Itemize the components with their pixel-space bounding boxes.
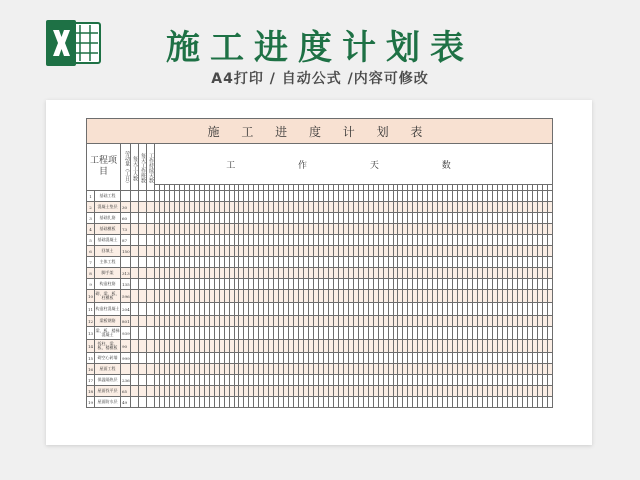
table-row — [87, 268, 553, 279]
day-cell[interactable] — [547, 290, 552, 303]
day-cell[interactable] — [547, 257, 552, 268]
table-row — [87, 340, 553, 353]
row-number[interactable]: 13 — [87, 327, 95, 340]
project-name-cell[interactable]: 构造柱筋 — [95, 279, 121, 290]
plan-cell[interactable] — [131, 375, 139, 386]
plan-cell[interactable] — [147, 191, 155, 202]
day-cell[interactable] — [547, 327, 552, 340]
row-number[interactable]: 1 — [87, 191, 95, 202]
row-number[interactable]: 7 — [87, 257, 95, 268]
header-shifts[interactable]: 每天工作班数 — [139, 144, 147, 191]
row-number[interactable]: 8 — [87, 268, 95, 279]
row-number[interactable]: 12 — [87, 316, 95, 327]
labor-qty-cell[interactable] — [121, 364, 131, 375]
plan-cell[interactable] — [131, 327, 139, 340]
day-cell[interactable] — [547, 224, 552, 235]
project-name-cell[interactable]: 梁板钢筋 — [95, 316, 121, 327]
plan-cell[interactable] — [131, 257, 139, 268]
table-row — [87, 353, 553, 364]
day-cell[interactable] — [547, 375, 552, 386]
plan-cell[interactable] — [147, 303, 155, 316]
day-cell[interactable] — [547, 364, 552, 375]
day-cell[interactable] — [547, 191, 552, 202]
plan-cell[interactable] — [147, 340, 155, 353]
table-row — [87, 364, 553, 375]
project-name-cell[interactable]: 回填土 — [95, 246, 121, 257]
project-name-cell[interactable]: 基础模板 — [95, 224, 121, 235]
table-row — [87, 397, 553, 408]
schedule-table — [86, 118, 553, 408]
day-cell[interactable] — [547, 353, 552, 364]
plan-cell[interactable] — [131, 386, 139, 397]
plan-cell[interactable] — [139, 202, 147, 213]
plan-cell[interactable] — [147, 257, 155, 268]
plan-cell[interactable] — [131, 397, 139, 408]
plan-cell[interactable] — [131, 316, 139, 327]
plan-cell[interactable] — [147, 364, 155, 375]
day-cell[interactable] — [547, 397, 552, 408]
table-row — [87, 202, 553, 213]
plan-cell[interactable] — [147, 397, 155, 408]
plan-cell[interactable] — [147, 290, 155, 303]
table-row — [87, 316, 553, 327]
labor-qty-cell[interactable]: 135 — [121, 279, 131, 290]
plan-cell[interactable] — [147, 224, 155, 235]
labor-qty-cell[interactable]: 801 — [121, 316, 131, 327]
plan-cell[interactable] — [147, 327, 155, 340]
header-labor-qty[interactable]: 劳动量（工日） — [121, 144, 131, 191]
header-workdays[interactable]: 工 作 天 数 — [155, 144, 553, 185]
table-row — [87, 213, 553, 224]
plan-cell[interactable] — [139, 327, 147, 340]
row-number[interactable]: 3 — [87, 213, 95, 224]
table-row — [87, 290, 553, 303]
row-number[interactable]: 14 — [87, 340, 95, 353]
project-name-cell[interactable]: 脚手架 — [95, 268, 121, 279]
project-name-cell[interactable]: 基础扎筋 — [95, 213, 121, 224]
row-number[interactable]: 15 — [87, 353, 95, 364]
day-cell[interactable] — [547, 202, 552, 213]
labor-qty-cell[interactable]: 90 — [121, 340, 131, 353]
plan-cell[interactable] — [131, 213, 139, 224]
table-row — [87, 375, 553, 386]
project-name-cell[interactable]: 屋面防水层 — [95, 397, 121, 408]
labor-qty-cell[interactable]: 313 — [121, 268, 131, 279]
plan-cell[interactable] — [139, 386, 147, 397]
plan-cell[interactable] — [139, 235, 147, 246]
labor-qty-cell[interactable]: 939 — [121, 327, 131, 340]
header-workers[interactable]: 每天工人数 — [131, 144, 139, 191]
plan-cell[interactable] — [131, 246, 139, 257]
day-cell[interactable] — [547, 303, 552, 316]
labor-qty-cell[interactable]: 49 — [121, 397, 131, 408]
day-cell[interactable] — [547, 386, 552, 397]
table-row — [87, 327, 553, 340]
plan-cell[interactable] — [131, 235, 139, 246]
banner — [0, 0, 640, 100]
day-cell[interactable] — [547, 235, 552, 246]
day-cell[interactable] — [547, 213, 552, 224]
labor-qty-cell[interactable]: 73 — [121, 224, 131, 235]
project-name-cell[interactable]: 保温隔热层 — [95, 375, 121, 386]
labor-qty-cell[interactable] — [121, 191, 131, 202]
plan-cell[interactable] — [139, 303, 147, 316]
plan-cell[interactable] — [131, 303, 139, 316]
table-row — [87, 257, 553, 268]
row-number[interactable]: 17 — [87, 375, 95, 386]
plan-cell[interactable] — [147, 386, 155, 397]
plan-cell[interactable] — [139, 246, 147, 257]
plan-cell[interactable] — [139, 224, 147, 235]
sheet-title[interactable]: 施 工 进 度 计 划 表 — [87, 119, 553, 144]
project-name-cell[interactable]: 基础工程 — [95, 191, 121, 202]
page-title: 施工进度计划表 — [166, 28, 474, 68]
plan-cell[interactable] — [131, 340, 139, 353]
labor-qty-cell[interactable]: 30 — [121, 202, 131, 213]
row-number[interactable]: 4 — [87, 224, 95, 235]
plan-cell[interactable] — [139, 213, 147, 224]
day-cell[interactable] — [547, 268, 552, 279]
plan-cell[interactable] — [139, 257, 147, 268]
plan-cell[interactable] — [131, 364, 139, 375]
day-cell[interactable] — [547, 316, 552, 327]
row-number[interactable]: 18 — [87, 386, 95, 397]
plan-cell[interactable] — [147, 213, 155, 224]
plan-cell[interactable] — [139, 353, 147, 364]
header-duration[interactable]: 工作持续天数 — [147, 144, 155, 191]
day-cell[interactable] — [547, 246, 552, 257]
plan-cell[interactable] — [131, 290, 139, 303]
plan-cell[interactable] — [147, 202, 155, 213]
plan-cell[interactable] — [139, 397, 147, 408]
plan-cell[interactable] — [131, 202, 139, 213]
page-subtitle: A4打印 / 自动公式 /内容可修改 — [211, 71, 429, 87]
excel-icon — [44, 20, 102, 66]
plan-cell[interactable] — [131, 268, 139, 279]
table-row — [87, 224, 553, 235]
plan-cell[interactable] — [139, 290, 147, 303]
plan-cell[interactable] — [139, 268, 147, 279]
table-row — [87, 303, 553, 316]
project-name-cell[interactable]: 构造柱混凝土 — [95, 303, 121, 316]
plan-cell[interactable] — [139, 375, 147, 386]
plan-cell[interactable] — [131, 191, 139, 202]
table-row — [87, 246, 553, 257]
project-name-cell[interactable]: 梁、板、楼梯混凝土 — [95, 327, 121, 340]
table-row — [87, 191, 553, 202]
labor-qty-cell[interactable]: 60 — [121, 213, 131, 224]
plan-cell[interactable] — [131, 353, 139, 364]
spreadsheet-sheet — [46, 100, 592, 445]
row-number[interactable]: 6 — [87, 246, 95, 257]
table-row — [87, 235, 553, 246]
labor-qty-cell[interactable]: 65 — [121, 386, 131, 397]
labor-qty-cell[interactable]: 204 — [121, 303, 131, 316]
plan-cell[interactable] — [147, 353, 155, 364]
plan-cell[interactable] — [147, 235, 155, 246]
plan-cell[interactable] — [139, 279, 147, 290]
plan-cell[interactable] — [139, 191, 147, 202]
project-name-cell[interactable]: 屋面工程 — [95, 364, 121, 375]
project-name-cell[interactable]: 屋面找平层 — [95, 386, 121, 397]
project-name-cell[interactable]: 砌、梁、板、柱模板 — [95, 290, 121, 303]
row-number[interactable]: 5 — [87, 235, 95, 246]
plan-cell[interactable] — [139, 340, 147, 353]
row-number[interactable]: 11 — [87, 303, 95, 316]
plan-cell[interactable] — [147, 316, 155, 327]
day-cell[interactable] — [547, 279, 552, 290]
plan-cell[interactable] — [131, 224, 139, 235]
labor-qty-cell[interactable]: 596 — [121, 290, 131, 303]
row-number[interactable]: 2 — [87, 202, 95, 213]
day-cell[interactable] — [547, 340, 552, 353]
table-row — [87, 279, 553, 290]
project-name-cell[interactable]: 基础混凝土 — [95, 235, 121, 246]
row-number[interactable]: 19 — [87, 397, 95, 408]
project-name-cell[interactable]: 混凝土垫层 — [95, 202, 121, 213]
labor-qty-cell[interactable] — [121, 257, 131, 268]
header-row — [87, 144, 553, 185]
plan-cell[interactable] — [147, 246, 155, 257]
labor-qty-cell[interactable]: 87 — [121, 235, 131, 246]
plan-cell[interactable] — [131, 279, 139, 290]
project-name-cell[interactable]: 砌空心砖墙 — [95, 353, 121, 364]
plan-cell[interactable] — [139, 364, 147, 375]
row-number[interactable]: 10 — [87, 290, 95, 303]
row-number[interactable]: 16 — [87, 364, 95, 375]
plan-cell[interactable] — [147, 375, 155, 386]
labor-qty-cell[interactable]: 999 — [121, 353, 131, 364]
labor-qty-cell[interactable]: 236 — [121, 375, 131, 386]
sheet-title-row — [87, 119, 553, 144]
plan-cell[interactable] — [147, 268, 155, 279]
header-project[interactable]: 工程项目 — [87, 144, 121, 191]
project-name-cell[interactable]: 主体工程 — [95, 257, 121, 268]
row-number[interactable]: 9 — [87, 279, 95, 290]
labor-qty-cell[interactable]: 150 — [121, 246, 131, 257]
plan-cell[interactable] — [147, 279, 155, 290]
plan-cell[interactable] — [139, 316, 147, 327]
project-name-cell[interactable]: 拆柱、梁、板、楼模板 — [95, 340, 121, 353]
table-row — [87, 386, 553, 397]
